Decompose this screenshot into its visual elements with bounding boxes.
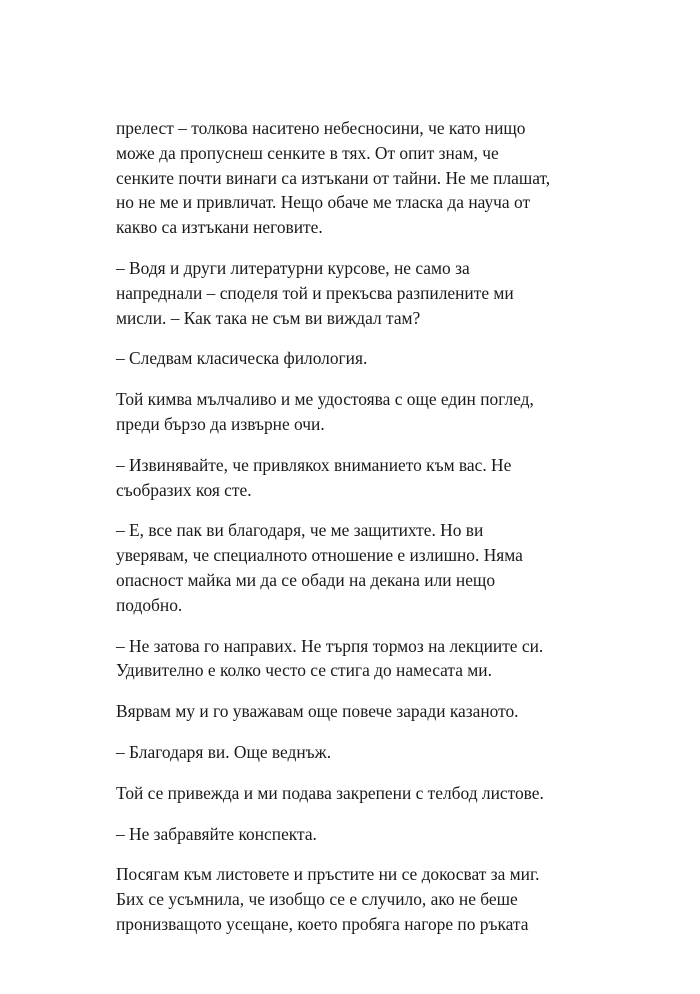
text-line: опасност майка ми да се обади на декана или нещо <box>116 569 496 590</box>
paragraph <box>116 453 594 503</box>
paragraph <box>116 862 594 936</box>
text-line: преди бързо да извърне очи. <box>116 413 325 434</box>
paragraph <box>116 387 594 437</box>
text-line: – Извинявайте, че привлякох вниманието към вас. Не <box>116 454 512 475</box>
text-line: уверявам, че специалното отношение е излишно. Няма <box>116 545 523 566</box>
text-line: Той се привежда и ми подава закрепени с телбод листове. <box>116 782 544 803</box>
paragraph <box>116 699 594 724</box>
text-line: – Не затова го направих. Не търпя тормоз на лекциите си. <box>116 635 544 656</box>
text-line: прелест – толкова наситено небесносини, че като нищо <box>116 118 526 138</box>
text-line: Удивително е колко често се стига до намесата ми. <box>116 660 492 681</box>
text-line: – Е, все пак ви благодаря, че ме защитихте. Но ви <box>116 520 484 541</box>
text-line: – Не забравяйте конспекта. <box>116 823 317 844</box>
text-line: но не ме и привличат. Нещо обаче ме тласка да науча от <box>116 192 531 213</box>
paragraph <box>116 781 594 806</box>
text-line: може да пропуснеш сенките в тях. От опит знам, че <box>116 142 499 163</box>
text-line: съобразих коя сте. <box>116 479 252 500</box>
text-line: напреднали – споделя той и прекъсва разпилените ми <box>116 282 514 303</box>
text-line: – Благодаря ви. Още веднъж. <box>116 741 332 762</box>
paragraph <box>116 346 594 371</box>
paragraph <box>116 740 594 765</box>
paragraph <box>116 256 594 330</box>
page-text <box>116 116 594 953</box>
paragraph <box>116 634 594 684</box>
paragraph <box>116 116 594 240</box>
text-line: какво са изтъкани неговите. <box>116 217 323 238</box>
text-line: – Водя и други литературни курсове, не само за <box>116 257 470 278</box>
text-line: пронизващото усещане, което пробяга нагоре по ръката <box>116 913 529 934</box>
text-line: сенките почти винаги са изтъкани от тайни. Не ме плашат, <box>116 167 551 188</box>
text-line: подобно. <box>116 594 183 615</box>
text-line: мисли. – Как така не съм ви виждал там? <box>116 307 421 328</box>
paragraph <box>116 518 594 617</box>
text-line: Бих се усъмнила, че изобщо се е случило, ако не беше <box>116 889 518 910</box>
text-line: Посягам към листовете и пръстите ни се докосват за миг. <box>116 864 540 885</box>
text-line: – Следвам класическа филология. <box>116 348 368 369</box>
text-line: Вярвам му и го уважавам още повече заради казаното. <box>116 701 519 722</box>
paragraph <box>116 822 594 847</box>
text-line: Той кимва мълчаливо и ме удостоява с още един поглед, <box>116 389 534 410</box>
